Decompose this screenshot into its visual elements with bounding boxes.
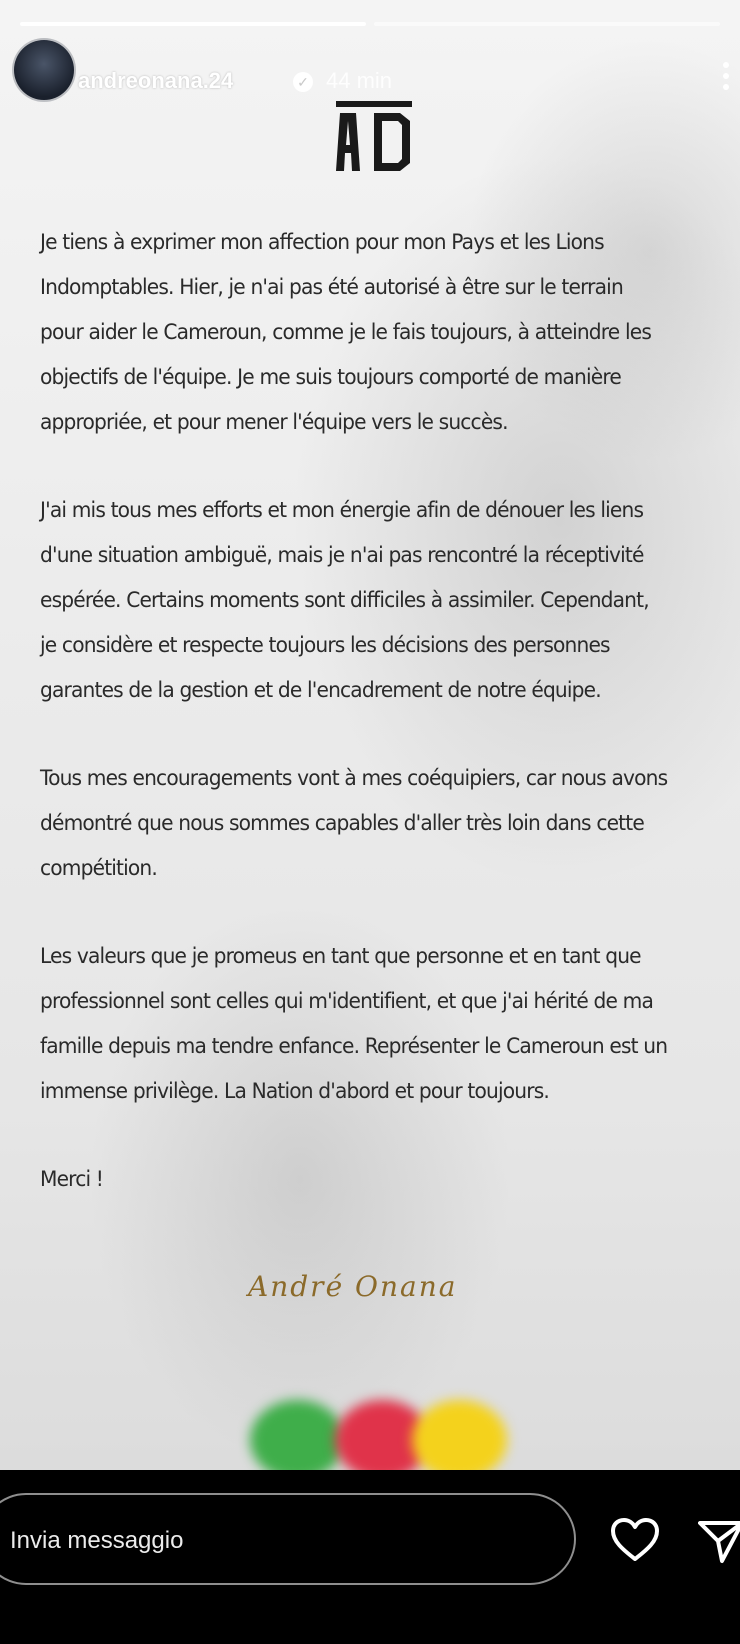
flag-green-blob (250, 1400, 345, 1470)
progress-segment-current (20, 22, 366, 26)
message-placeholder: Invia messaggio (10, 1527, 184, 1554)
more-options-icon[interactable] (722, 62, 730, 98)
signature: André Onana (248, 1270, 458, 1303)
story-progress-bar (20, 22, 720, 26)
avatar[interactable] (12, 38, 76, 102)
paragraph-1: Je tiens à exprimer mon affection pour mon Pays et les Lions Indomptables. Hier, je n'ai pas été autorisé à être sur le terrain pour aider le Cameroun, comme je le fais toujours, à atteindre les objectifs de l'équipe. Je me suis toujours comporté de manière appropriée, et pour mener l'équipe vers le succès. (40, 230, 652, 435)
ao-logo (336, 101, 412, 175)
username[interactable]: andreonana.24 (78, 68, 234, 93)
heart-icon[interactable] (610, 1517, 660, 1563)
post-time: 44 min (326, 68, 393, 93)
paragraph-2: J'ai mis tous mes efforts et mon énergie afin de dénouer les liens d'une situation ambiguë, mais je n'ai pas rencontré la réceptivité espérée. Certains moments sont difficiles à assimiler. Cependant, je considère et respecte toujours les décisions des personnes garantes de la gestion et de l'encadrement de notre équipe. (40, 498, 649, 703)
paragraph-4: Les valeurs que je promeus en tant que personne et en tant que professionnel sont celles qui m'identifient, et que j'ai hérité de ma famille depuis ma tendre enfance. Représenter le Cameroun est un immense privilège. La Nation d'abord et pour toujours. (40, 944, 668, 1104)
flag-yellow-blob (412, 1400, 507, 1470)
paragraph-closing: Merci ! (40, 1167, 104, 1192)
send-icon[interactable] (698, 1519, 740, 1565)
progress-segment-next (374, 22, 720, 26)
statement-text (40, 220, 670, 1245)
verified-badge-icon: ✓ (293, 72, 313, 92)
paragraph-3: Tous mes encouragements vont à mes coéquipiers, car nous avons démontré que nous sommes capables d'aller très loin dans cette compétition. (40, 766, 668, 881)
